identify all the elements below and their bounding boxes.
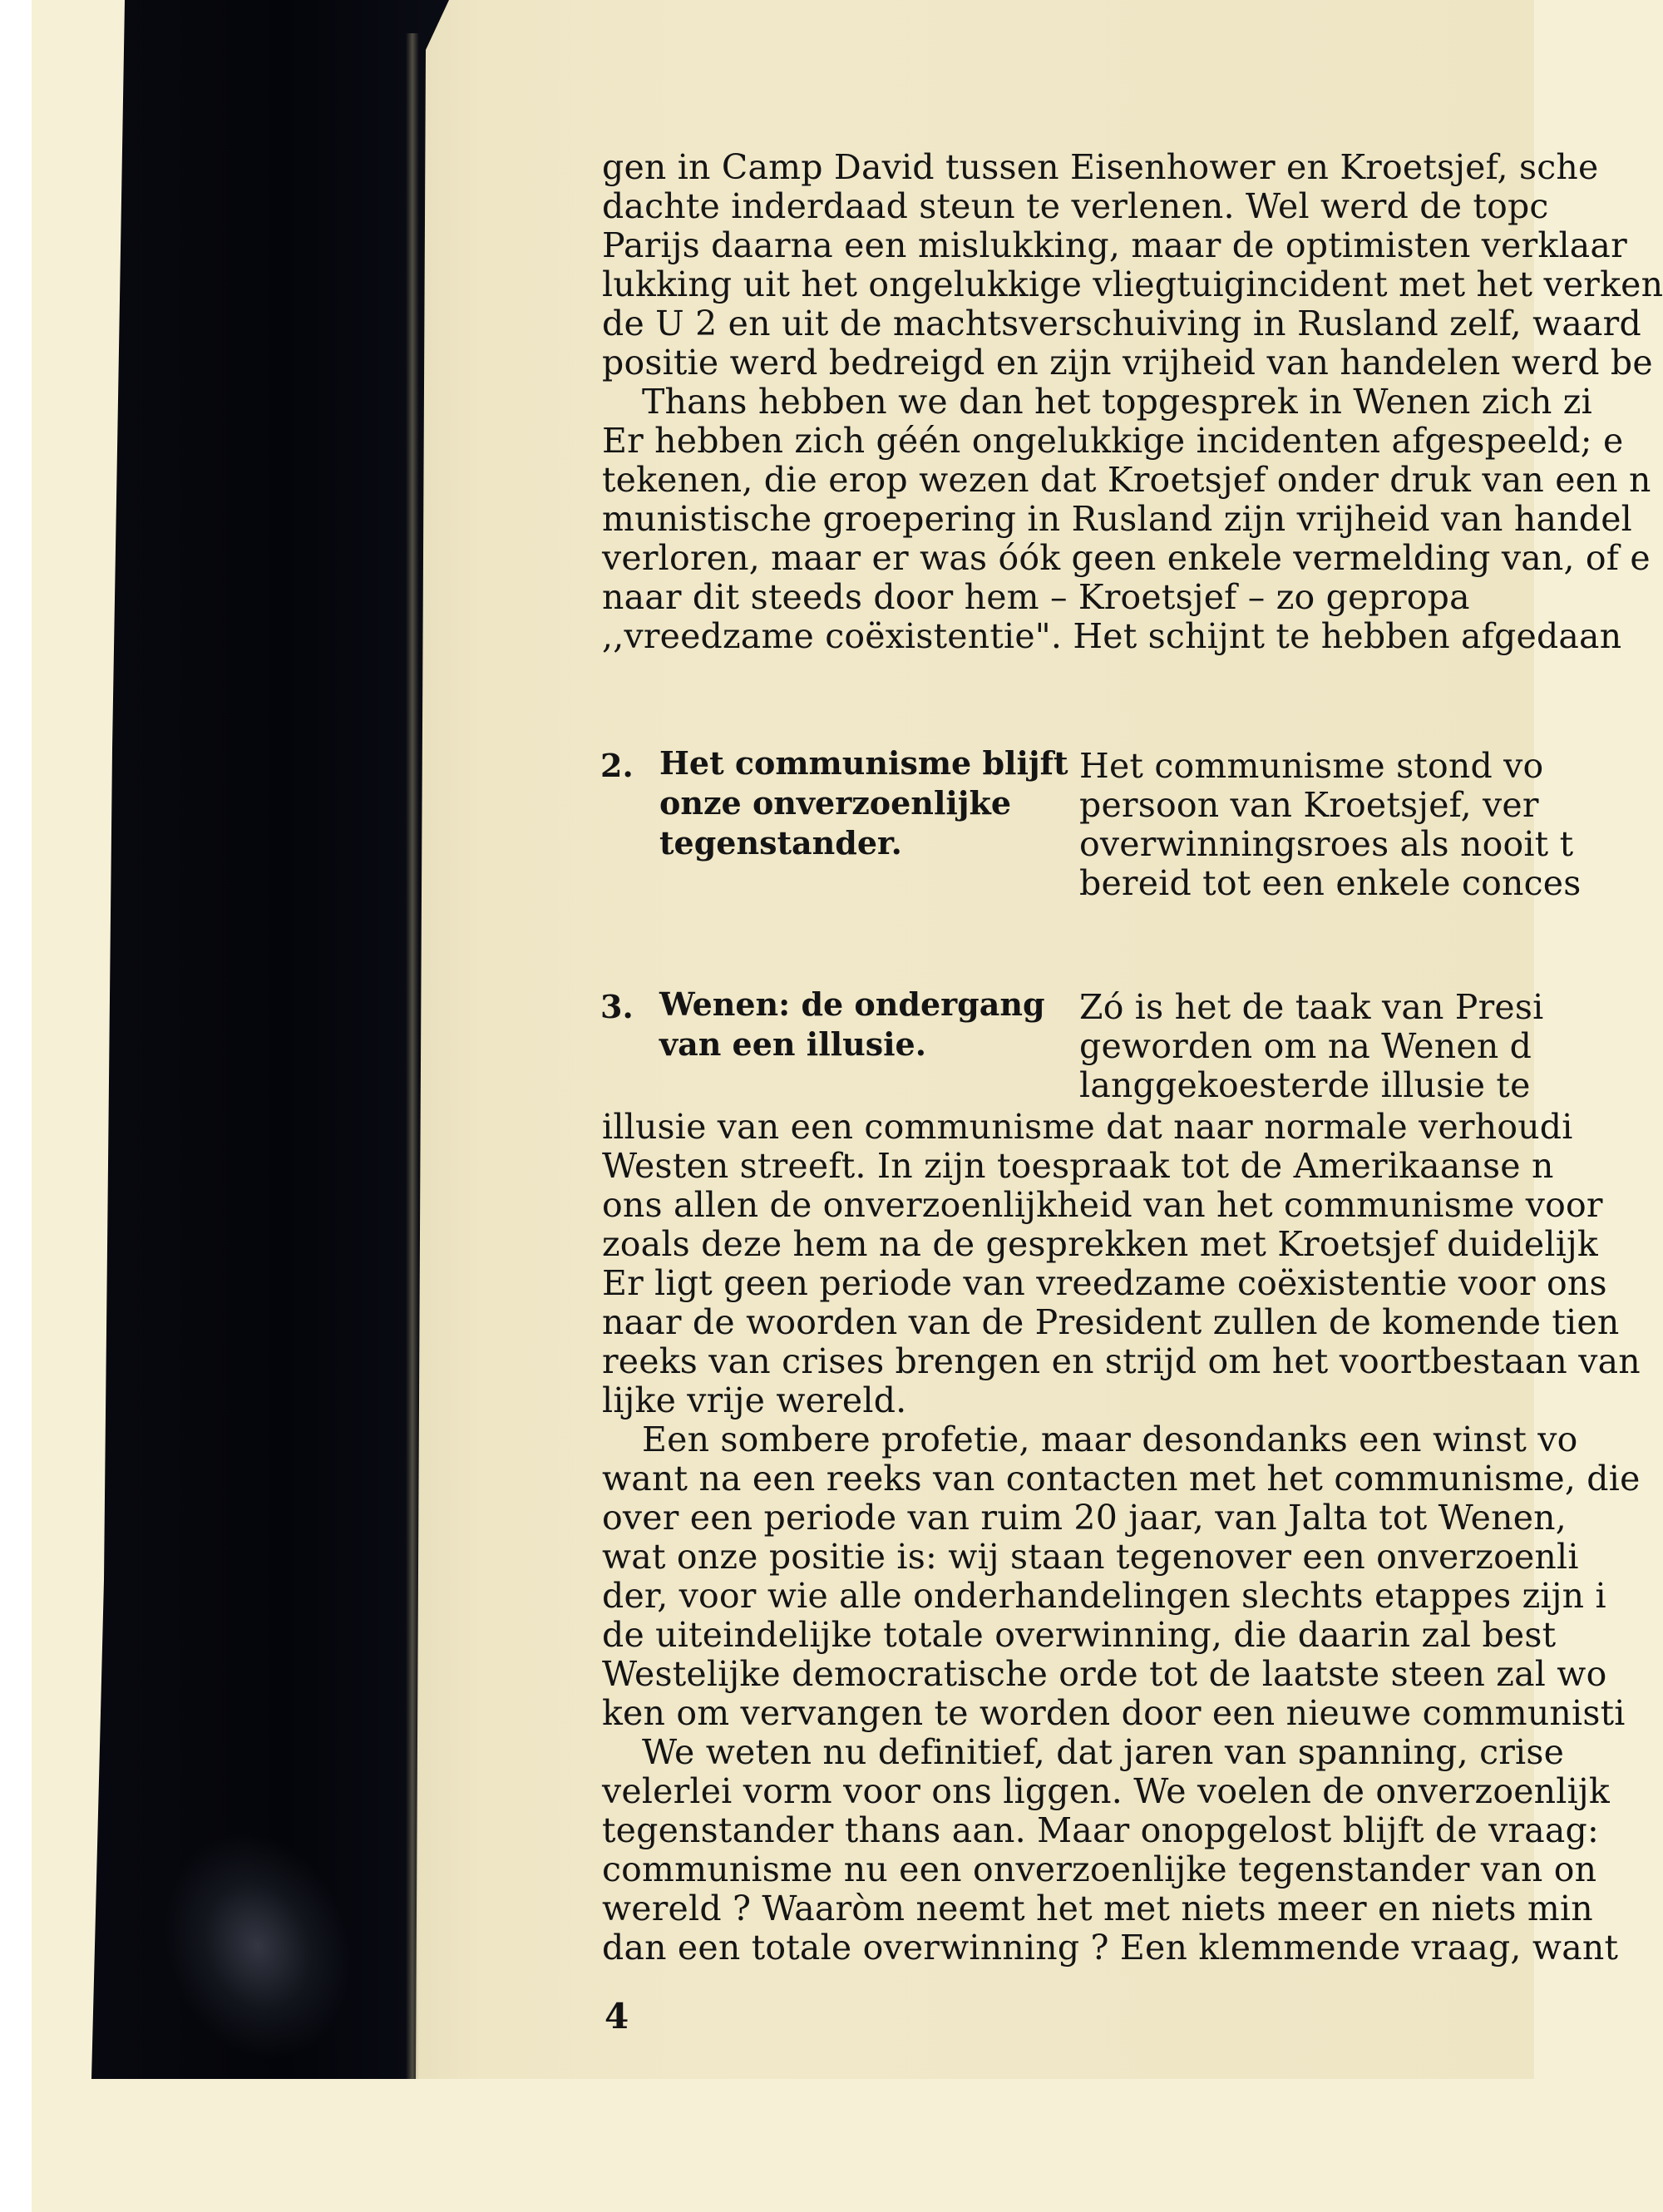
section-3-body [1079, 987, 1544, 1113]
top-paragraph [602, 147, 1663, 664]
text-line: overwinningsroes als nooit t [1079, 824, 1574, 864]
page-number: 4 [605, 1996, 629, 2037]
text-line: langgekoesterde illusie te [1079, 1065, 1531, 1105]
text-line: communisme nu een onverzoenlijke tegenstander van on [602, 1849, 1597, 1889]
book-gutter-shadow [25, 0, 457, 2079]
text-line: gen in Camp David tussen Eisenhower en Kroetsjef, sche [602, 147, 1599, 187]
text-line: Thans hebben we dan het topgesprek in Wenen zich zi [642, 382, 1592, 422]
text-line: munistische groepering in Rusland zijn vrijheid van handel [602, 499, 1632, 539]
section-2-body [1079, 746, 1582, 913]
text-line: Het communisme stond vo [1079, 746, 1544, 786]
text-line: ons allen de onverzoenlijkheid van het communisme voor [602, 1185, 1603, 1225]
section-3-number: 3. [600, 988, 634, 1025]
text-line: de U 2 en uit de machtsverschuiving in Rusland zelf, waard [602, 304, 1641, 343]
text-line: velerlei vorm voor ons liggen. We voelen de onverzoenlijk [602, 1771, 1610, 1811]
text-line: over een periode van ruim 20 jaar, van Jalta tot Wenen, [602, 1498, 1567, 1538]
heading-line: Het communisme blijft [659, 744, 1068, 782]
heading-line: van een illusie. [659, 1025, 926, 1063]
text-line: geworden om na Wenen d [1079, 1026, 1532, 1066]
text-line: verloren, maar er was óók geen enkele vermelding van, of e [602, 538, 1651, 578]
text-line: zoals deze hem na de gesprekken met Kroetsjef duidelijk [602, 1224, 1598, 1264]
scan-bottom-margin [32, 2079, 1534, 2212]
text-line: lukking uit het ongelukkige vliegtuigincident met het verken [602, 264, 1663, 304]
text-line: Zó is het de taak van Presi [1079, 987, 1544, 1027]
text-line: naar de woorden van de President zullen de komende tien [602, 1302, 1620, 1342]
text-line: naar dit steeds door hem – Kroetsjef – zo gepropa [602, 577, 1470, 617]
text-line: wat onze positie is: wij staan tegenover een onverzoenli [602, 1537, 1579, 1577]
text-line: illusie van een communisme dat naar normale verhoudi [602, 1107, 1573, 1147]
section-2-number: 2. [600, 747, 634, 784]
text-line: dan een totale overwinning ? Een klemmende vraag, want [602, 1928, 1619, 1968]
heading-line: Wenen: de ondergang [659, 985, 1045, 1023]
section-2-heading [659, 743, 1068, 863]
text-line: Westelijke democratische orde tot de laatste steen zal wo [602, 1654, 1607, 1694]
text-line: bereid tot een enkele conces [1079, 863, 1582, 903]
text-line: want na een reeks van contacten met het communisme, die [602, 1459, 1641, 1499]
text-line: ,,vreedzame coëxistentie". Het schijnt te hebben afgedaan [602, 616, 1622, 656]
text-line: lijke vrije wereld. [602, 1380, 907, 1420]
text-line: ken om vervangen te worden door een nieuwe communisti [602, 1693, 1626, 1733]
text-line: Er ligt geen periode van vreedzame coëxistentie voor ons [602, 1263, 1607, 1303]
text-line: tekenen, die erop wezen dat Kroetsjef onder druk van een n [602, 460, 1651, 500]
page-edge-shadow [406, 33, 419, 2079]
heading-line: tegenstander. [659, 824, 902, 862]
text-line: Westen streeft. In zijn toespraak tot de Amerikaanse n [602, 1146, 1554, 1186]
text-line: reeks van crises brengen en strijd om het voortbestaan van [602, 1341, 1641, 1381]
text-line: tegenstander thans aan. Maar onopgelost blijft de vraag: [602, 1810, 1600, 1850]
text-line: Er hebben zich géén ongelukkige incidenten afgespeeld; e [602, 421, 1624, 461]
text-line: We weten nu definitief, dat jaren van spanning, crise [642, 1732, 1565, 1772]
heading-line: onze onverzoenlijke [659, 784, 1012, 822]
scan-left-margin [0, 0, 32, 2212]
text-line: wereld ? Waaròm neemt het met niets meer en niets min [602, 1889, 1593, 1928]
text-line: Een sombere profetie, maar desondanks een winst vo [642, 1420, 1578, 1459]
text-line: Parijs daarna een mislukking, maar de optimisten verklaar [602, 225, 1627, 265]
text-line: dachte inderdaad steun te verlenen. Wel werd de topc [602, 186, 1549, 226]
text-line: persoon van Kroetsjef, ver [1079, 785, 1539, 825]
text-line: positie werd bedreigd en zijn vrijheid van handelen werd be [602, 343, 1653, 383]
text-line: de uiteindelijke totale overwinning, die daarin zal best [602, 1615, 1557, 1655]
text-line: der, voor wie alle onderhandelingen slechts etappes zijn i [602, 1576, 1606, 1616]
section-3-heading [659, 985, 1045, 1064]
bottom-paragraph [602, 1107, 1641, 1981]
